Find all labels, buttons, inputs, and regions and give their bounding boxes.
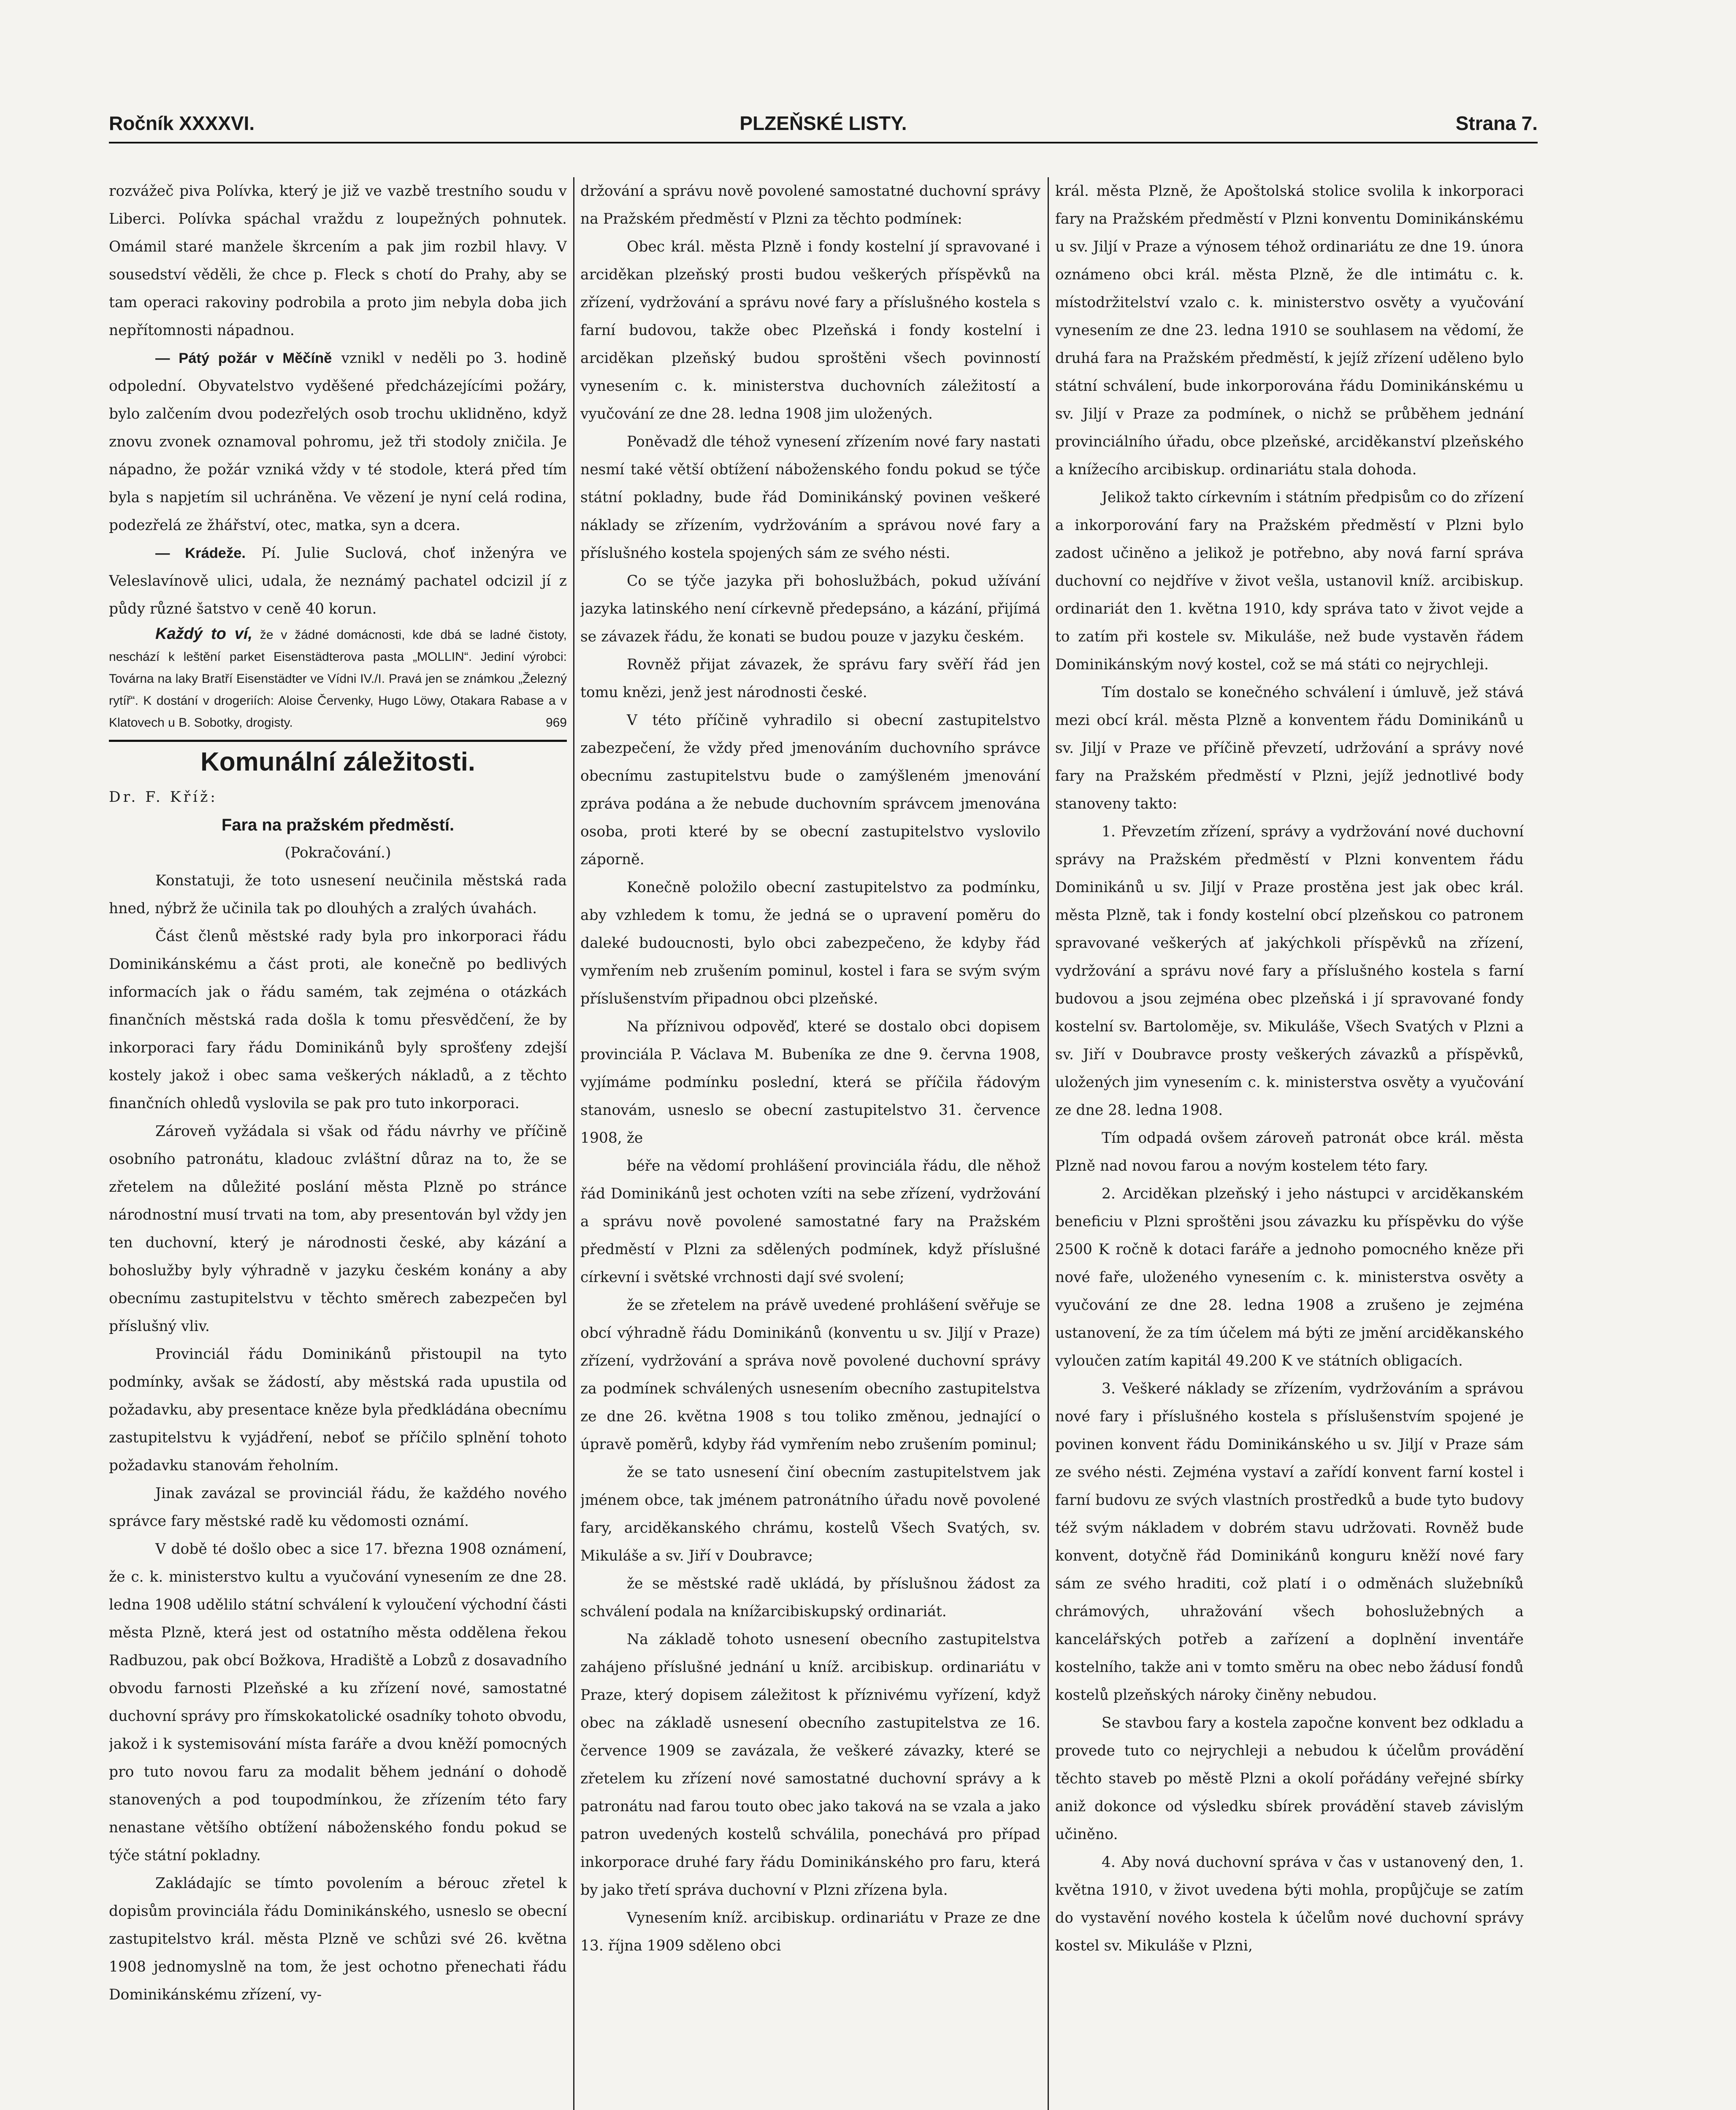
paragraph: Poněvadž dle téhož vynesení zřízením nové fary nastati nesmí také větší obtížení náboženského fondu pokud se týče státní pokladny, bude řád Dominikánský povinen veškeré náklady se zřízením, vydržováním a správou nové fary a příslušného kostela spojených sám ze svého nésti. xyxy=(580,433,1040,562)
page-number: Strana 7. xyxy=(1455,112,1538,134)
newspaper-title: PLZEŇSKÉ LISTY. xyxy=(739,112,907,134)
column-divider xyxy=(1048,177,1049,2110)
advertisement xyxy=(109,623,567,734)
column-3 xyxy=(1055,177,1524,2110)
paragraph: 3. Veškeré náklady se zřízením, vydržováním a správou nové fary i příslušného kostela s příslušenstvím spojené je povinen konvent řádu Dominikánského u sv. Jiljí v Praze sám ze svého nésti. Zejména vystaví a zařídí konvent farní kostel i farní budovu ze svých vlastních prostředků a bude tyto budovy též svým nákladem v dobrém stavu udržovati. Rovněž bude konvent, dotyčně řád Dominikánů konguru kněží nové fary sám ze svého hraditi, což platí i o odměnách služebníků chrámových, uhražování všech bohoslužebných a kancelářských potřeb a zařízení a doplnění inventáře kostelního, takže ani v tomto směru na obec nebo žádusí fondů kostelů plzeňských nároky činěny nebudou. xyxy=(1055,1380,1524,1704)
paragraph: Obec král. města Plzně i fondy kostelní jí spravované i arciděkan plzeňský prosti budou veškerých příspěvků na zřízení, vydržování a správu nové fary a příslušného kostela s farní budovou, takže obec Plzeňská i fondy kostelní i arciděkan plzeňský budou sproštěni všech povinností vynesením c. k. ministerstva duchovních záležitostí a vyučování ze dne 28. ledna 1908 jim uložených. xyxy=(580,238,1040,422)
paragraph: 4. Aby nová duchovní správa v čas v ustanovený den, 1. května 1910, v život uvedena býti mohla, propůjčuje se zatím do vystavění nového kostela k účelům nové duchovní správy kostel sv. Mikuláše v Plzni, xyxy=(1055,1854,1524,1954)
paragraph: Rovněž přijat závazek, že správu fary svěří řád jen tomu knězi, jenž jest národnosti české. xyxy=(580,656,1040,701)
paragraph: 1. Převzetím zřízení, správy a vydržování nové duchovní správy na Pražském předměstí v Plzni konventem řádu Dominikánů u sv. Jiljí v Praze prostěna jest jak obec král. města Plzně, tak i fondy kostelní obcí plzeňskou co patronem spravované veškerých ať jakýchkoli příspěvků na zřízení, vydržování a správu nové fary a příslušného kostela s farní budovou a jsou zejména obec plzeňská i jí spravované fondy kostelní sv. Bartoloměje, sv. Mikuláše, Všech Svatých v Plzni a sv. Jiří v Doubravce prosty veškerých závazků a příspěvků, uložených jim vynesením c. k. ministerstva osvěty a vyučování ze dne 28. ledna 1908. xyxy=(1055,823,1524,1119)
paragraph: Konečně položilo obecní zastupitelstvo za podmínku, aby vzhledem k tomu, že jedná se o upravení poměru do daleké budoucnosti, bylo obci zabezpečeno, že kdyby řád vymřením neb zrušením pominul, kostel i fara se svým svým příslušenstvím připadnou obci plzeňské. xyxy=(580,879,1040,1007)
article-title: Fara na pražském předměstí. xyxy=(221,816,455,834)
news-heading: — Pátý požár v Měčíně xyxy=(155,350,332,366)
news-text: Pí. Julie Suclová, choť inženýra ve Veleslavínově ulici, udala, že neznámý pachatel odcizil jí z půdy různé šatstvo v ceně 40 korun. xyxy=(109,545,567,617)
ad-text: že v žádné domácnosti, kde dbá se ladné čistoty, neschází k leštění parket Eisenstädterova pasta „MOLLIN“. Jediní výrobci: Továrna na laky Bratří Eisenstädter ve Vídni IV./I. Pravá jen se známkou „Železný rytíř“. K dostání v drogeriích: Aloise Červenky, Hugo Löwy, Otakara Rabase a v Klatovech u B. Sobotky, drogisty. xyxy=(109,628,567,730)
paragraph: Tím dostalo se konečného schválení i úmluvě, jež stává mezi obcí král. města Plzně a konventem řádu Dominikánů u sv. Jiljí v Praze ve příčině převzetí, udržování a správy nové fary na Pražském předměstí v Plzni, jejíž jednotlivé body stanoveny takto: xyxy=(1055,684,1524,812)
paragraph: Jelikož takto církevním i státním předpisům co do zřízení a inkorporování fary na Pražském předměstí v Plzni bylo zadost učiněno a jelikož je potřebno, aby nová farní správa duchovní co nejdříve v život vešla, ustanovil kníž. arcibiskup. ordinariát den 1. května 1910, kdy správa tato v život vejde a to zatím při kostele sv. Mikuláše, než bude vystavěn řádem Dominikánským nový kostel, což se má státi co nejrychleji. xyxy=(1055,489,1524,673)
paragraph: Tím odpadá ovšem zároveň patronát obce král. města Plzně nad novou farou a novým kostelem této fary. xyxy=(1055,1130,1524,1174)
column-1 xyxy=(109,177,567,2110)
paragraph: Jinak zavázal se provinciál řádu, že každého nového správce fary městské radě ku vědomosti oznámí. xyxy=(109,1485,567,1530)
continuation-note: (Pokračování.) xyxy=(284,844,391,861)
news-text: vznikl v neděli po 3. hodině odpolední. Obyvatelstvo vyděšené předcházejícími požáry, bylo zalčením dvou podezřelých osob trochu uklidněno, když znovu zvonek oznamoval pohromu, jež tři stodoly zničila. Je nápadno, že požár vzniká vždy v té stodole, která před tím byla s napjetím sil uchráněna. Ve vězení je nyní celá rodina, podezřelá ze žhářství, otec, matka, syn a dcera. xyxy=(109,350,567,534)
paragraph: 2. Arciděkan plzeňský i jeho nástupci v arciděkanském beneficiu v Plzni sproštěni jsou závazku ku příspěvku do výše 2500 K ročně k dotaci faráře a jednoho pomocného kněze při nové faře, uloženého vynesením c. k. ministerstva osvěty a vyučování ze dne 28. ledna 1908 a zrušeno je zejména ustanovení, že za tím účelem má býti ze jmění arciděkanského vyloučen zatím kapitál 49.200 K ve státních obligacích. xyxy=(1055,1185,1524,1369)
paragraph: béře na vědomí prohlášení provinciála řádu, dle něhož řád Dominikánů jest ochoten vzíti na sebe zřízení, vydržování a správu nově povolené samostatné fary na Pražském předměstí v Plzni za sdělených podmínek, když příslušné církevní i světské vrchnosti dají své svolení; xyxy=(580,1158,1040,1286)
paragraph: Co se týče jazyka při bohoslužbách, pokud užívání jazyka latinského není církevně předepsáno, a kázání, přijímá se závazek řádu, že konati se budou pouze v jazyku českém. xyxy=(580,573,1040,645)
news-heading: — Krádeže. xyxy=(155,545,246,561)
article-author: Dr. F. Kříž: xyxy=(109,789,218,806)
news-item xyxy=(109,539,567,623)
paragraph: Zároveň vyžádala si však od řádu návrhy ve příčině osobního patronátu, kladouc zvláštní důraz na to, že se zřetelem na důležité poslání města Plzně po stránce národnostní musí trvati na tom, aby presentován byl vždy jen ten duchovní, který je národnosti české, aby kázání a bohoslužby byly výhradně v jazyku českém konány a aby obecnímu zastupitelstvu v těchto směrech zabezpečen byl příslušný vliv. xyxy=(109,1123,567,1335)
paragraph: Část členů městské rady byla pro inkorporaci řádu Dominikánskému a část proti, ale konečně po bedlivých informacích jak o řádu samém, tak zejména o otázkách finančních městská rada došla k tomu přesvědčení, že by inkorporaci fary řádu Dominikánů byly sprošťeny zdejší kostely jakož i obec sama veškerých nákladů, a z těchto finančních ohledů vyslovila se pak pro tuto inkorporaci. xyxy=(109,928,567,1112)
news-item xyxy=(109,344,567,539)
paragraph: V této příčině vyhradilo si obecní zastupitelstvo zabezpečení, že vždy před jmenováním duchovního správce obecnímu zastupitelstvu bude o zamýšleném jmenování zpráva podána a že nebude duchovním správcem jmenována osoba, proti které by se obecní zastupitelstvo vyslovilo záporně. xyxy=(580,712,1040,868)
header-rule xyxy=(109,142,1538,143)
paragraph: že se městské radě ukládá, by příslušnou žádost za schválení podala na knížarcibiskupský ordinariát. xyxy=(580,1575,1040,1620)
paragraph: Zakládajíc se tímto povolením a bérouc zřetel k dopisům provinciála řádu Dominikánského, usneslo se obecní zastupitelstvo král. města Plzně ve schůzi své 26. května 1908 jednomyslně na tom, že jest ochotno přenechati řádu Dominikánskému zřízení, vy- xyxy=(109,1875,567,2003)
paragraph: Na základě tohoto usnesení obecního zastupitelstva zahájeno příslušné jednání u kníž. arcibiskup. ordinariátu v Praze, který dopisem záležitost k příznivému vyřízení, když obec na základě usnesení obecního zastupitelstva ze 16. července 1909 se zavázala, že veškeré závazky, které se zřetelem ku zřízení nové samostatné duchovní správy a k patronátu nad farou touto obec jako taková na se vzala a jako patron uvedených kostelů schválila, ponechává pro případ inkorporace druhé fary řádu Dominikánského pro faru, která by jako třetí správa duchovní v Plzni zřízena byla. xyxy=(580,1631,1040,1899)
volume-label: Ročník XXXXVI. xyxy=(109,112,255,134)
ad-number: 969 xyxy=(545,716,567,730)
paragraph: Konstatuji, že toto usnesení neučinila městská rada hned, nýbrž že učinila tak po dlouhých a zralých úvahách. xyxy=(109,872,567,917)
paragraph: Se stavbou fary a kostela započne konvent bez odkladu a provede tuto co nejrychleji a nebudou k účelům provádění těchto staveb po městě Plzni a okolí pořádány veřejné sbírky aniž dokonce od výsledku sbírek provádění staveb závislým učiněno. xyxy=(1055,1715,1524,1843)
paragraph: král. města Plzně, že Apoštolská stolice svolila k inkorporaci fary na Pražském předměstí v Plzni konventu Dominikánskému u sv. Jiljí v Praze a výnosem téhož ordinariátu ze dne 19. února oznámeno obci král. města Plzně, že dle intimátu c. k. místodržitelství vzalo c. k. ministerstvo osvěty a vyučování vynesením ze dne 23. ledna 1910 se souhlasem na vědomí, že druhá fara na Pražském předměstí, k jejíž zřízení uděleno bylo státní schválení, bude inkorporována řádu Dominikánskému u sv. Jiljí v Praze za podmínek, o nichž se průběhem jednání provinciálního úřadu, obce plzeňské, arciděkanství plzeňského a knížecího arcibiskup. ordinariátu stala dohoda. xyxy=(1055,183,1524,478)
column-divider xyxy=(573,177,574,2110)
section-title: Komunální záležitosti. xyxy=(109,740,567,780)
ad-lead: Každý to ví, xyxy=(155,625,253,643)
paragraph: V době té došlo obec a sice 17. března 1908 oznámení, že c. k. ministerstvo kultu a vyučování vynesením ze dne 28. ledna 1908 udělilo státní schválení k vyloučení východní části města Plzně, která jest od ostatního města oddělena řekou Radbuzou, pak obcí Božkova, Hradiště a Lobzů z dosavadního obvodu farnosti Plzeňské a ku zřízení nové, samostatné duchovní správy pro římskokatolické osadníky tohoto obvodu, jakož i k systemisování místa faráře a dvou kněží pomocných pro tuto novou faru za modalit během jednání o dohodě stanovených a pod toupodmínkou, že zřízením této fary nenastane většího obtížení náboženského fondu pokud se týče státní pokladny. xyxy=(109,1541,567,1864)
paragraph: že se zřetelem na právě uvedené prohlášení svěřuje se obcí výhradně řádu Dominikánů (konventu u sv. Jiljí v Praze) zřízení, vydržování a správa nově povolené duchovní správy za podmínek schválených usnesením obecního zastupitelstva ze dne 26. května 1908 s tou toliko změnou, jednající o úpravě poměrů, kdyby řád vymřením nebo zrušením pominul; xyxy=(580,1297,1040,1453)
column-2 xyxy=(580,177,1040,2110)
paragraph: Provinciál řádu Dominikánů přistoupil na tyto podmínky, avšak se žádostí, aby městská rada upustila od požadavku, aby presentace kněze byla předkládána obecnímu zastupitelstvu k vyjádření, neboť se příčilo splnění tohoto požadavku stanovám řeholním. xyxy=(109,1346,567,1474)
paragraph: Vynesením kníž. arcibiskup. ordinariátu v Praze ze dne 13. října 1909 sděleno obci xyxy=(580,1910,1040,1954)
paragraph: držování a správu nově povolené samostatné duchovní správy na Pražském předměstí v Plzni za těchto podmínek: xyxy=(580,183,1040,227)
paragraph: že se tato usnesení činí obecním zastupitelstvem jak jménem obce, tak jménem patronátního úřadu nově povolené fary, arciděkanského chrámu, kostelů Všech Svatých, sv. Mikuláše a sv. Jiří v Doubravce; xyxy=(580,1464,1040,1564)
paragraph: rozvážeč piva Polívka, který je již ve vazbě trestního soudu v Liberci. Polívka spáchal vraždu z loupežných pohnutek. Omámil staré manžele škrcením a pak jim rozbil hlavy. V sousedství věděli, že chce p. Fleck s chotí do Prahy, aby se tam operaci rakoviny podrobila a proto jim nebyla doba jich nepřítomnosti nápadnou. xyxy=(109,183,567,339)
paragraph: Na příznivou odpověď, které se dostalo obci dopisem provinciála P. Václava M. Bubeníka ze dne 9. června 1908, vyjímáme podmínku poslední, která se příčila řádovým stanovám, usneslo se obecní zastupitelstvo 31. července 1908, že xyxy=(580,1018,1040,1147)
